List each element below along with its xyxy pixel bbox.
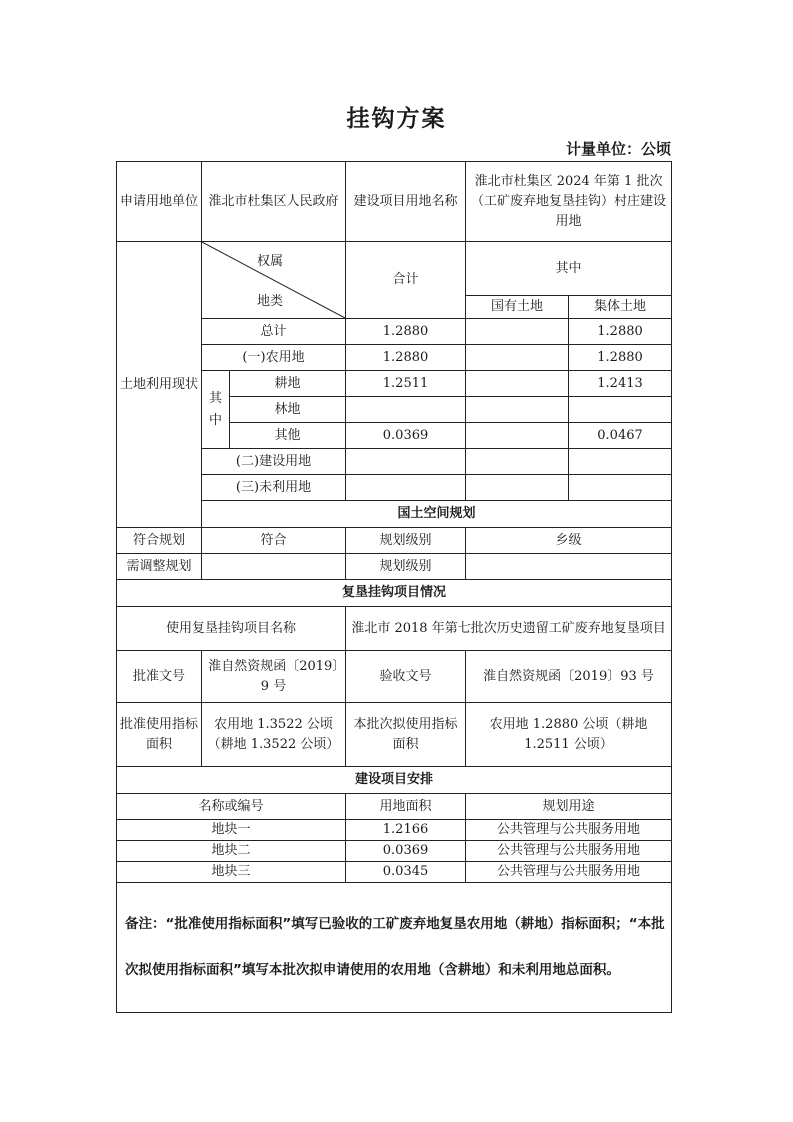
planning-row-value [202, 554, 346, 580]
plot-use: 公共管理与公共服务用地 [466, 841, 672, 862]
approval-row [117, 651, 672, 703]
land-row-total [346, 397, 466, 423]
sub-group-label: 其中 [202, 371, 230, 449]
land-row-state [466, 319, 569, 345]
acceptance-value: 淮自然资规函〔2019〕93 号 [466, 651, 672, 703]
column-header-area: 用地面积 [346, 794, 466, 820]
land-row-state [466, 345, 569, 371]
planning-level-label: 规划级别 [346, 528, 466, 554]
approved-area-label: 批准使用指标面积 [117, 703, 202, 767]
land-row-state [466, 423, 569, 449]
hook-plan-table [116, 161, 672, 1013]
arrangement-section-row [117, 767, 672, 794]
arrangement-header-row [117, 794, 672, 820]
land-row-total: 1.2880 [346, 345, 466, 371]
column-header-use: 规划用途 [466, 794, 672, 820]
planning-level-label: 规划级别 [346, 554, 466, 580]
land-row-name: 林地 [230, 397, 346, 423]
planning-row-value: 符合 [202, 528, 346, 554]
plot-use: 公共管理与公共服务用地 [466, 862, 672, 883]
diagonal-top-label: 权属 [257, 254, 284, 269]
plot-name: 地块一 [117, 820, 346, 841]
land-row-state [466, 371, 569, 397]
land-row-total: 1.2511 [346, 371, 466, 397]
reclamation-section-row [117, 580, 672, 607]
reclamation-name-label: 使用复垦挂钩项目名称 [117, 607, 346, 651]
approval-label: 批准文号 [117, 651, 202, 703]
plot-row [117, 841, 672, 862]
planning-level-value: 乡级 [466, 528, 672, 554]
among-column-header: 其中 [466, 242, 672, 296]
plot-row [117, 820, 672, 841]
plot-name: 地块二 [117, 841, 346, 862]
planning-section-title: 国土空间规划 [202, 501, 672, 528]
planning-row-label: 需调整规划 [117, 554, 202, 580]
land-row-name: 耕地 [230, 371, 346, 397]
planning-row-adjust [117, 554, 672, 580]
land-row-name: 其他 [230, 423, 346, 449]
land-row-total [346, 449, 466, 475]
plot-name: 地块三 [117, 862, 346, 883]
reclamation-name-row [117, 607, 672, 651]
plot-use: 公共管理与公共服务用地 [466, 820, 672, 841]
measurement-unit: 计量单位：公顷 [565, 140, 671, 158]
land-row-name: (一)农用地 [202, 345, 346, 371]
applicant-label: 申请用地单位 [117, 162, 202, 242]
collective-land-header: 集体土地 [569, 296, 672, 319]
plot-row [117, 862, 672, 883]
project-name-label: 建设项目用地名称 [346, 162, 466, 242]
land-use-label: 土地利用现状 [117, 242, 202, 528]
acceptance-label: 验收文号 [346, 651, 466, 703]
land-row-name: 总计 [202, 319, 346, 345]
plot-area: 0.0369 [346, 841, 466, 862]
land-row-collective: 1.2413 [569, 371, 672, 397]
applicant-value: 淮北市杜集区人民政府 [202, 162, 346, 242]
planning-level-value [466, 554, 672, 580]
reclamation-section-title: 复垦挂钩项目情况 [117, 580, 672, 607]
diagonal-header-cell [202, 242, 346, 319]
project-name-value: 淮北市杜集区 2024 年第 1 批次（工矿废弃地复垦挂钩）村庄建设用地 [466, 162, 672, 242]
plot-area: 1.2166 [346, 820, 466, 841]
approved-area-value: 农用地 1.3522 公顷（耕地 1.3522 公顷） [202, 703, 346, 767]
land-row-name: (三)未利用地 [202, 475, 346, 501]
approval-value: 淮自然资规函〔2019〕9 号 [202, 651, 346, 703]
planned-area-label: 本批次拟使用指标面积 [346, 703, 466, 767]
state-land-header: 国有土地 [466, 296, 569, 319]
note-text: 备注：“批准使用指标面积”填写已验收的工矿废弃地复垦农用地（耕地）指标面积；“本批次拟使用指标面积”填写本批次拟申请使用的农用地（含耕地）和未利用地总面积。 [117, 883, 672, 1013]
land-row-collective: 1.2880 [569, 319, 672, 345]
land-row-total: 0.0369 [346, 423, 466, 449]
area-row [117, 703, 672, 767]
planned-area-value: 农用地 1.2880 公顷（耕地 1.2511 公顷） [466, 703, 672, 767]
total-column-header: 合计 [346, 242, 466, 319]
planning-row-compliant [117, 528, 672, 554]
land-row-collective: 0.0467 [569, 423, 672, 449]
planning-row-label: 符合规划 [117, 528, 202, 554]
arrangement-section-title: 建设项目安排 [117, 767, 672, 794]
land-row-collective: 1.2880 [569, 345, 672, 371]
column-header-name: 名称或编号 [117, 794, 346, 820]
land-use-header-row [117, 242, 672, 296]
plot-area: 0.0345 [346, 862, 466, 883]
land-row-state [466, 449, 569, 475]
note-row [117, 883, 672, 1013]
land-row-total: 1.2880 [346, 319, 466, 345]
land-row-name: (二)建设用地 [202, 449, 346, 475]
land-row-collective [569, 475, 672, 501]
reclamation-name-value: 淮北市 2018 年第七批次历史遗留工矿废弃地复垦项目 [346, 607, 672, 651]
document-title: 挂钩方案 [346, 106, 447, 132]
land-row-state [466, 475, 569, 501]
land-row-total [346, 475, 466, 501]
land-row-collective [569, 397, 672, 423]
diagonal-bottom-label: 地类 [257, 294, 284, 309]
land-row-collective [569, 449, 672, 475]
applicant-row [117, 162, 672, 242]
land-row-state [466, 397, 569, 423]
